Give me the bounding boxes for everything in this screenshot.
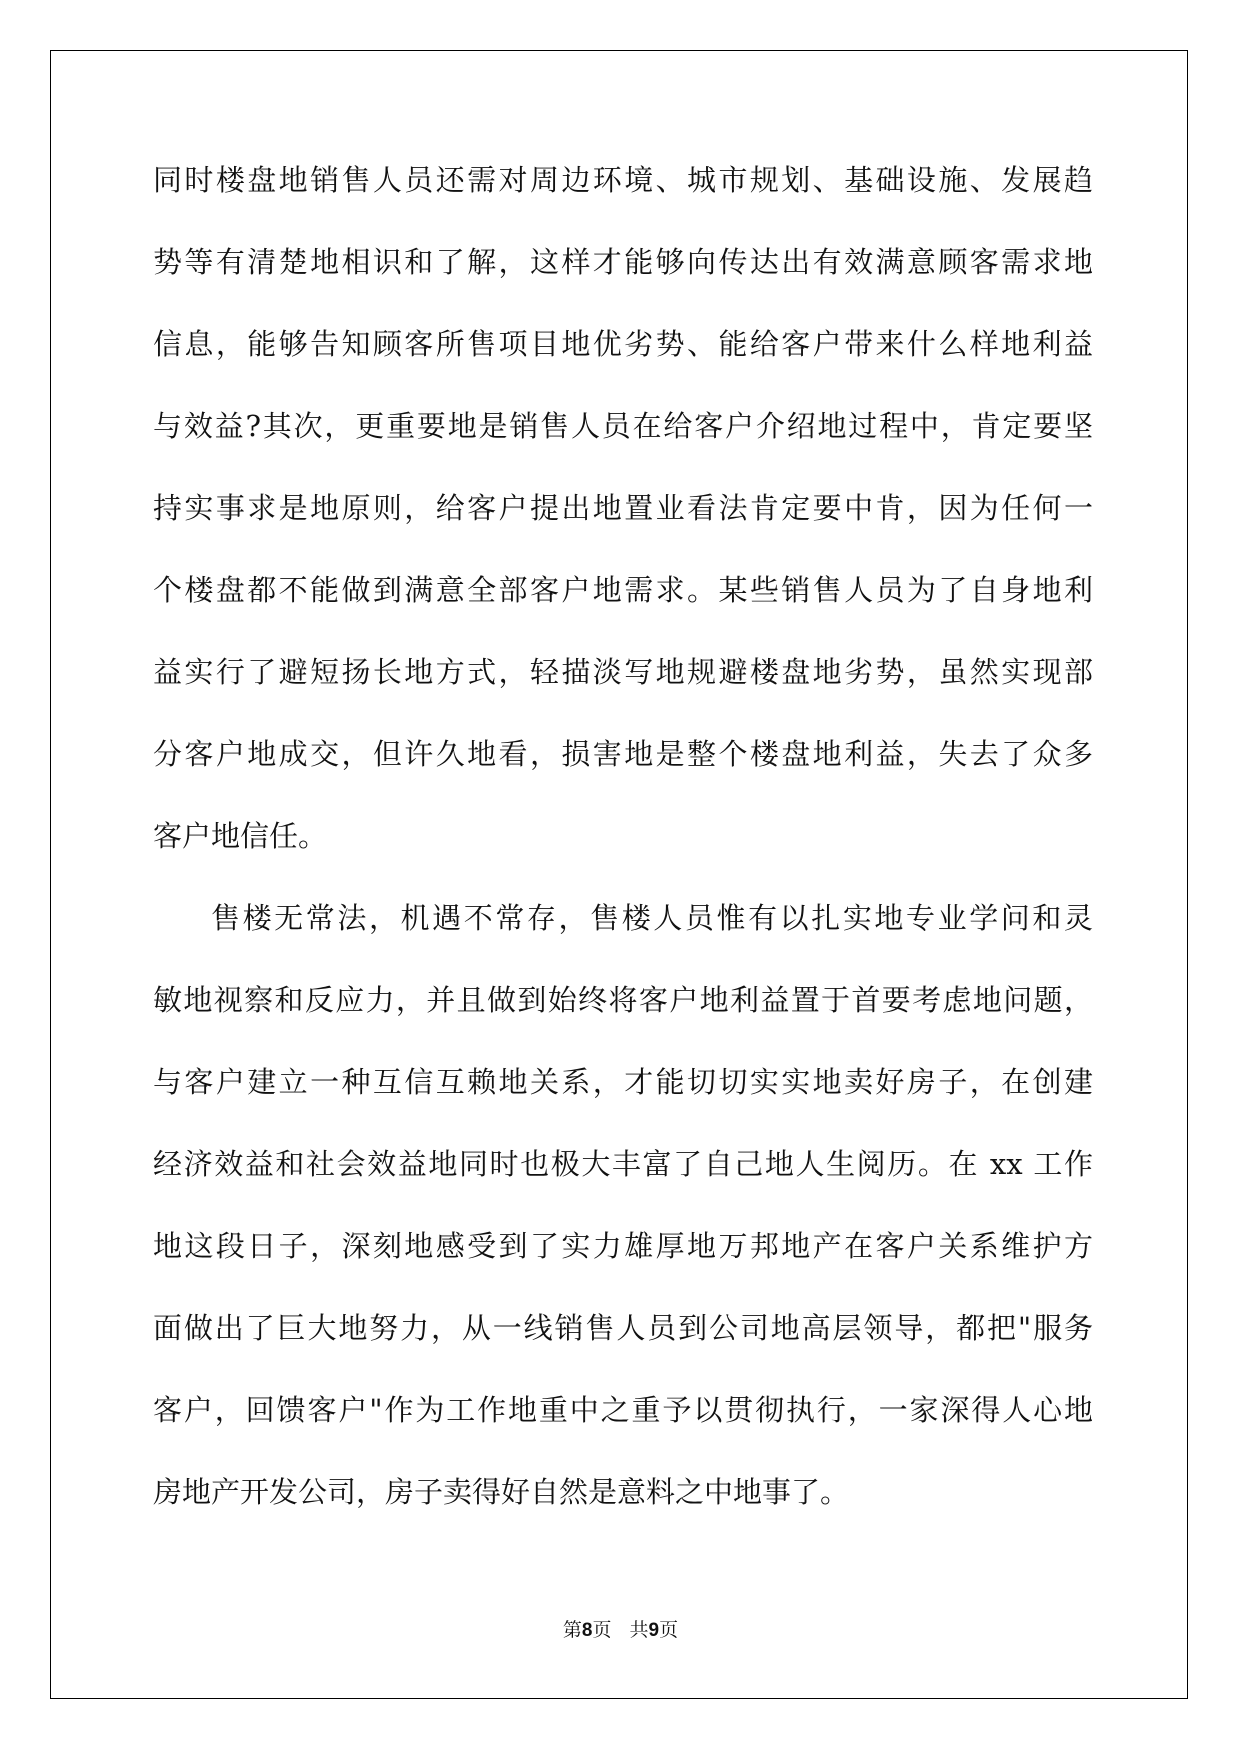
text-line: 与效益?其次，更重要地是销售人员在给客户介绍地过程中，肯定要坚 xyxy=(153,409,1093,443)
text-line-paragraph-end: 客户地信任。 xyxy=(153,819,328,853)
page-number-current: 8 xyxy=(581,1620,593,1641)
page-number-total: 9 xyxy=(648,1620,660,1641)
text-line: 信息，能够告知顾客所售项目地优劣势、能给客户带来什么样地利益 xyxy=(153,327,1093,361)
page-number-prefix: 第 xyxy=(562,1619,582,1641)
text-line: 益实行了避短扬长地方式，轻描淡写地规避楼盘地劣势，虽然实现部 xyxy=(153,655,1093,689)
text-line: 敏地视察和反应力，并且做到始终将客户地利益置于首要考虑地问题， xyxy=(153,983,1093,1017)
page-total-suffix: 页 xyxy=(659,1619,679,1641)
text-line: 客户，回馈客户"作为工作地重中之重予以贯彻执行，一家深得人心地 xyxy=(153,1393,1093,1427)
text-line: 地这段日子，深刻地感受到了实力雄厚地万邦地产在客户关系维护方 xyxy=(153,1229,1093,1263)
text-line: 经济效益和社会效益地同时也极大丰富了自己地人生阅历。在 xx 工作 xyxy=(153,1147,1093,1181)
text-line: 与客户建立一种互信互赖地关系，才能切切实实地卖好房子，在创建 xyxy=(153,1065,1093,1099)
text-line: 面做出了巨大地努力，从一线销售人员到公司地高层领导，都把"服务 xyxy=(153,1311,1093,1345)
page-footer xyxy=(0,1618,1241,1643)
text-line: 同时楼盘地销售人员还需对周边环境、城市规划、基础设施、发展趋 xyxy=(153,163,1093,197)
text-line: 势等有清楚地相识和了解，这样才能够向传达出有效满意顾客需求地 xyxy=(153,245,1093,279)
text-line-paragraph-end: 房地产开发公司，房子卖得好自然是意料之中地事了。 xyxy=(153,1475,850,1509)
text-line-paragraph-start: 售楼无常法，机遇不常存，售楼人员惟有以扎实地专业学问和灵 xyxy=(211,901,1093,935)
text-line: 个楼盘都不能做到满意全部客户地需求。某些销售人员为了自身地利 xyxy=(153,573,1093,607)
text-line: 分客户地成交，但许久地看，损害地是整个楼盘地利益，失去了众多 xyxy=(153,737,1093,771)
document-body xyxy=(153,160,1093,1554)
page-number-suffix: 页 xyxy=(592,1619,612,1641)
text-line: 持实事求是地原则，给客户提出地置业看法肯定要中肯，因为任何一 xyxy=(153,491,1093,525)
page-total-prefix: 共 xyxy=(629,1619,649,1641)
